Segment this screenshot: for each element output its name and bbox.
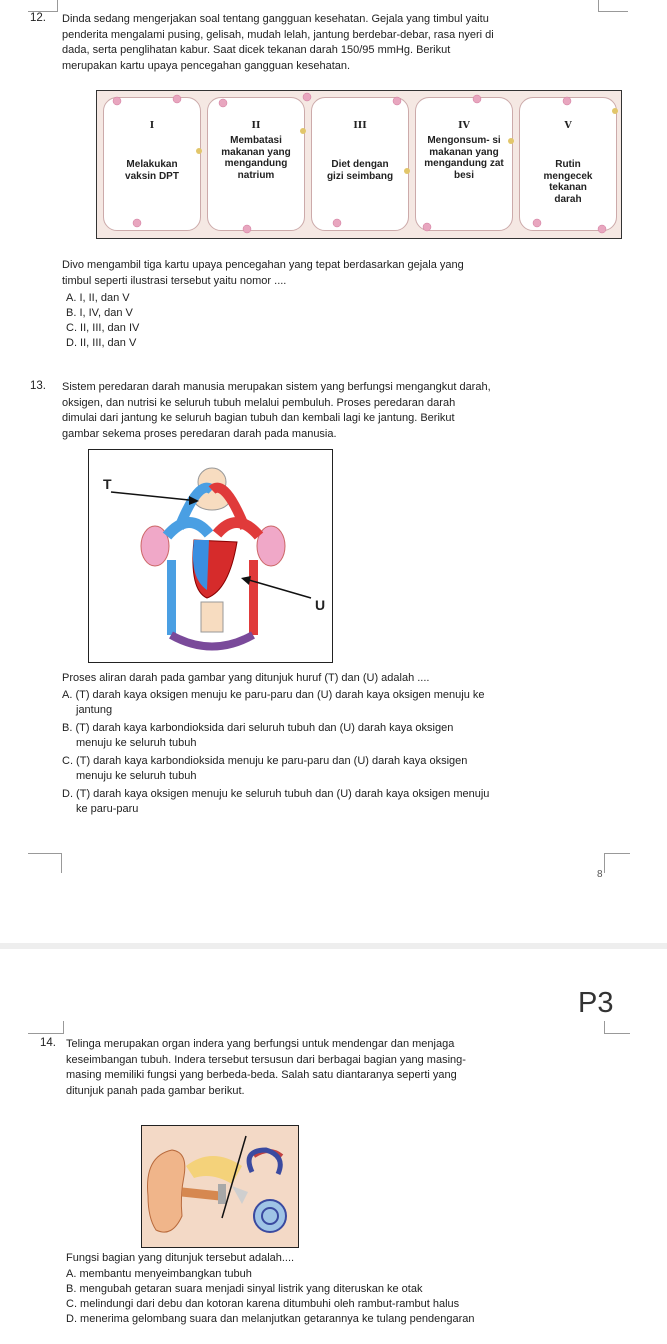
option-b[interactable]: B. (T) darah kaya karbondioksida dari seluruh tubuh dan (U) darah kaya oksigen menuju ke seluruh tubuh <box>62 722 454 749</box>
option-d[interactable]: D. menerima gelombang suara dan melanjutkan getarannya ke tulang pendengaran <box>66 1313 475 1325</box>
option-c[interactable]: C. II, III, dan IV <box>66 322 140 334</box>
option-c[interactable]: C. (T) darah kaya karbondioksida menuju ke paru-paru dan (U) darah kaya oksigen menuju ke seluruh tubuh <box>62 755 468 782</box>
label-t: T <box>103 476 112 492</box>
circulation-diagram <box>88 449 333 663</box>
corner-mark <box>598 0 628 12</box>
option-c[interactable]: C. melindungi dari debu dan kotoran karena ditumbuhi oleh rambut-rambut halus <box>66 1298 460 1310</box>
corner-mark <box>28 1021 64 1034</box>
answer-options <box>62 688 622 817</box>
option-a[interactable]: A. (T) darah kaya oksigen menuju ke paru-paru dan (U) darah kaya oksigen menuju ke jantung <box>62 689 485 716</box>
ear-diagram <box>141 1125 299 1248</box>
corner-mark <box>28 0 58 12</box>
card-1: I Melakukan vaksin DPT <box>103 97 201 231</box>
card-4: IV Mengonsum- si makanan yang mengandung zat besi <box>415 97 513 231</box>
label-u: U <box>315 597 326 613</box>
circulation-diagram-icon <box>89 450 332 662</box>
page-divider <box>0 943 667 949</box>
question-prompt: Divo mengambil tiga kartu upaya pencegahan yang tepat berdasarkan gejala yang timbul seperti ilustrasi tersebut yaitu nomor .... <box>62 259 464 287</box>
question-number: 12. <box>30 12 46 24</box>
card-2: II Membatasi makanan yang mengandung natrium <box>207 97 305 231</box>
question-prompt: Proses aliran darah pada gambar yang ditunjuk huruf (T) dan (U) adalah .... <box>62 672 430 684</box>
flower-decoration-icon <box>97 91 620 237</box>
corner-mark <box>604 853 630 873</box>
ear-icon <box>142 1126 298 1247</box>
question-number: 13. <box>30 380 46 392</box>
question-text: Sistem peredaran darah manusia merupakan sistem yang berfungsi mengangkut darah, oksigen, dan nutrisi ke seluruh tubuh melalui pembuluh. Proses peredaran darah dimulai dari jantung ke seluruh bagian tubuh dan kembali lagi ke jantung. Berikut gambar sekema proses peredaran darah pada manusia. <box>62 381 491 440</box>
page-number: 8 <box>597 869 603 880</box>
question-number: 14. <box>40 1037 56 1049</box>
page-label: P3 <box>578 987 614 1019</box>
option-d[interactable]: D. (T) darah kaya oksigen menuju ke seluruh tubuh dan (U) darah kaya oksigen menuju ke paru-paru <box>62 788 490 815</box>
question-text: Telinga merupakan organ indera yang berfungsi untuk mendengar dan menjaga keseimbangan tubuh. Indera tersebut tersusun dari berbagai bagian yang masing- masing memiliki fungsi yang berbeda-beda. Salah satu diantaranya seperti yang ditunjuk panah pada gambar berikut. <box>66 1038 466 1097</box>
card-3: III Diet dengan gizi seimbang <box>311 97 409 231</box>
prevention-cards <box>96 90 622 239</box>
corner-mark <box>604 1021 630 1034</box>
answer-options <box>66 291 139 351</box>
option-d[interactable]: D. II, III, dan V <box>66 337 137 349</box>
question-prompt: Fungsi bagian yang ditunjuk tersebut adalah.... <box>66 1252 295 1264</box>
question-text: Dinda sedang mengerjakan soal tentang gangguan kesehatan. Gejala yang timbul yaitu penderita mengalami pusing, gelisah, mudah lelah, jantung berdebar-debar, rasa nyeri di dada, serta penglihatan kabur. Saat dicek tekanan darah 150/95 mmHg. Berikut merupakan kartu upaya pencegahan gangguan kesehatan. <box>62 13 494 72</box>
card-5: V Rutin mengecek tekanan darah <box>519 97 617 231</box>
corner-mark <box>28 853 62 873</box>
option-b[interactable]: B. I, IV, dan V <box>66 307 133 319</box>
option-a[interactable]: A. I, II, dan V <box>66 292 130 304</box>
option-b[interactable]: B. mengubah getaran suara menjadi sinyal listrik yang diteruskan ke otak <box>66 1283 423 1295</box>
answer-options <box>66 1267 622 1327</box>
option-a[interactable]: A. membantu menyeimbangkan tubuh <box>66 1268 252 1280</box>
